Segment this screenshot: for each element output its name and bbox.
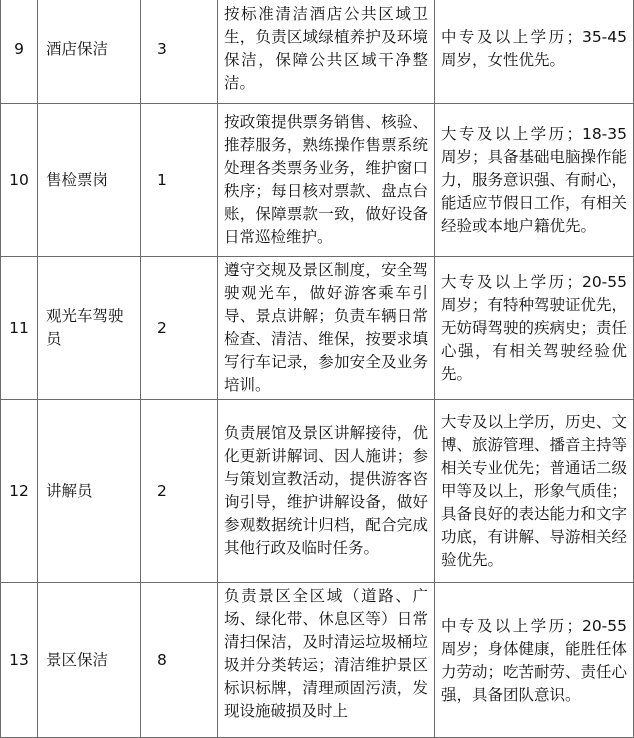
- job-requirements: 中专及以上学历；20-55 周岁；身体健康，能胜任体力劳动；吃苦耐劳、责任心强，具备团队意识。: [441, 617, 628, 704]
- table-row: [1, 257, 634, 400]
- job-requirements-cell: [435, 583, 634, 738]
- headcount: 3: [141, 0, 218, 104]
- headcount: 2: [141, 400, 218, 583]
- post-name: 讲解员: [38, 400, 141, 583]
- table-row: [1, 0, 634, 104]
- job-duties-cell: [218, 583, 435, 738]
- table-row: [1, 104, 634, 257]
- row-number: 10: [1, 104, 38, 257]
- row-number: 9: [1, 0, 38, 104]
- post-name: 观光车驾驶员: [38, 257, 141, 400]
- job-duties: 遵守交规及景区制度，安全驾驶观光车，做好游客乘车引导、景点讲解；负责车辆日常检查、清洁、维保，按要求填写行车记录，参加安全及业务培训。: [218, 257, 435, 400]
- job-requirements: 大专及以上学历；18-35 周岁；具备基础电脑操作能力，服务意识强、有耐心，能适应节假日工作，有相关经验或本地户籍优先。: [435, 104, 634, 257]
- headcount: 1: [141, 104, 218, 257]
- headcount: 2: [141, 257, 218, 400]
- post-name: 酒店保洁: [38, 0, 141, 104]
- job-requirements: 中专及以上学历；35-45 周岁，女性优先。: [435, 0, 634, 104]
- post-name: 售检票岗: [38, 104, 141, 257]
- job-requirements: 大专及以上学历，历史、文博、旅游管理、播音主持等相关专业优先；普通话二级甲等及以上，形象气质佳；具备良好的表达能力和文字功底，有讲解、导游相关经验优先。: [435, 400, 634, 583]
- row-number: 13: [1, 583, 38, 738]
- table-row: [1, 583, 634, 738]
- job-requirements: 大专及以上学历；20-55 周岁；有特种驾驶证优先，无妨碍驾驶的疾病史；责任心强，有相关驾驶经验优先。: [435, 257, 634, 400]
- job-duties: 按标准清洁酒店公共区域卫生，负责区域绿植养护及环境保洁，保障公共区域干净整洁。: [218, 0, 435, 104]
- job-duties: 负责展馆及景区讲解接待，优化更新讲解词、因人施讲；参与策划宣教活动，提供游客咨询引导，维护讲解设备，做好参观数据统计归档，配合完成其他行政及临时任务。: [218, 400, 435, 583]
- table-row: [1, 400, 634, 583]
- post-name: 景区保洁: [38, 583, 141, 738]
- row-number: 11: [1, 257, 38, 400]
- headcount: 8: [141, 583, 218, 738]
- row-number: 12: [1, 400, 38, 583]
- job-duties: 负责景区全区域（道路、广场、绿化带、休息区等）日常清扫保洁，及时清运垃圾桶垃圾并分类转运；清洁维护景区标识标牌，清理顽固污渍，发现设施破损及时上: [224, 587, 428, 720]
- job-duties: 按政策提供票务销售、核验、推荐服务，熟练操作售票系统处理各类票务业务，维护窗口秩序；每日核对票款、盘点台账，保障票款一致，做好设备日常巡检维护。: [218, 104, 435, 257]
